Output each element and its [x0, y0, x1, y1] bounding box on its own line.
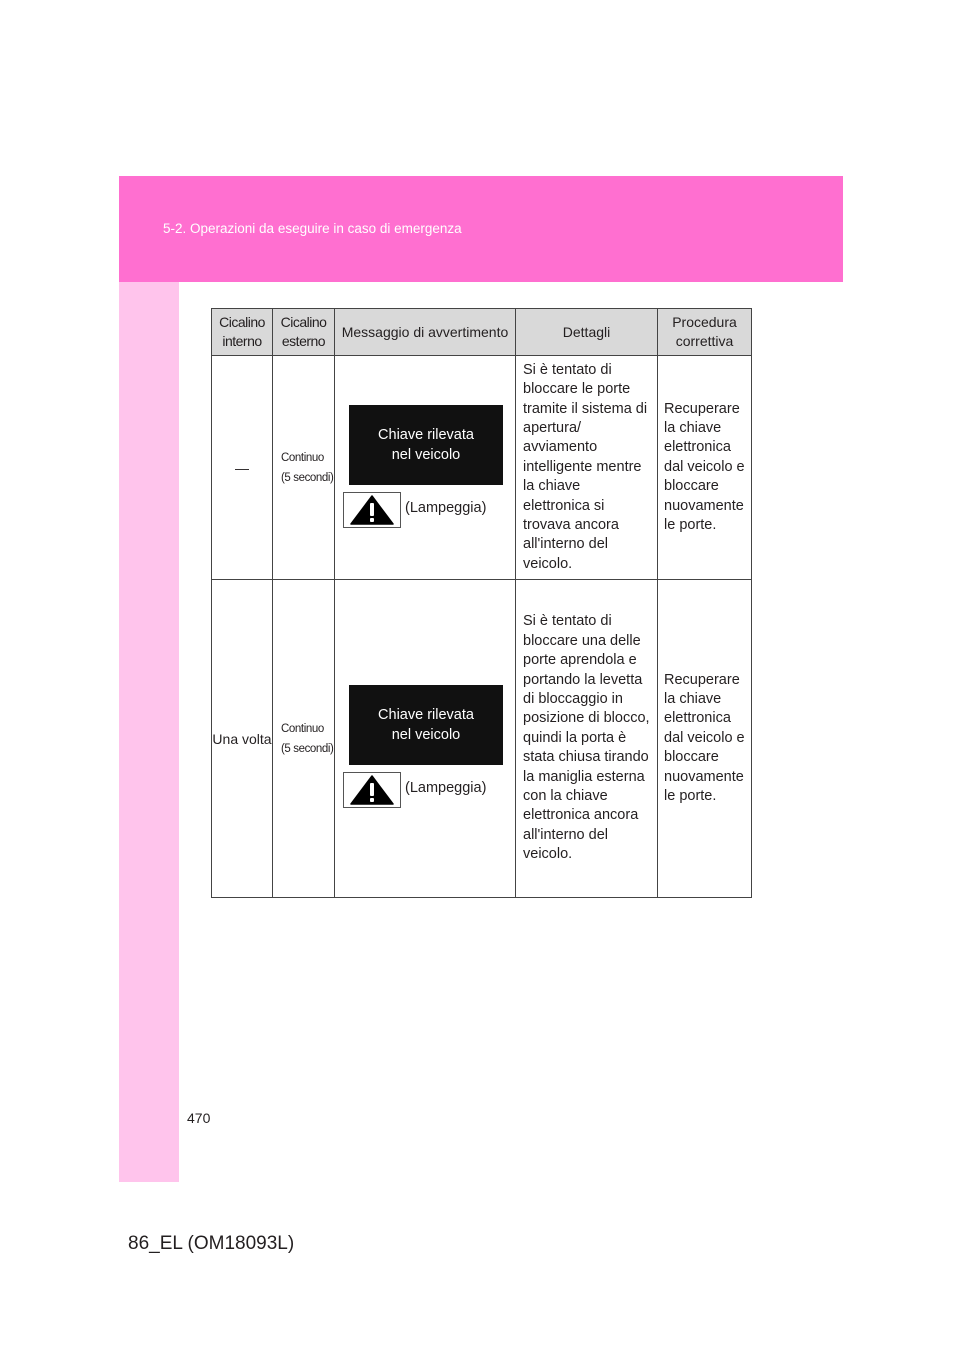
- multi-display-screen: [349, 685, 503, 765]
- warning-light-box: [343, 772, 401, 808]
- warning-triangle-icon: [349, 775, 395, 805]
- procedure-cell: Recuperare la chiave elettronica dal veicolo e bloccare nuovamente le porte.: [658, 356, 752, 580]
- table-header-row: [212, 309, 752, 356]
- external-buzzer-duration: (5 secondi): [281, 471, 334, 484]
- details-cell: Si è tentato di bloccare le porte tramite il sistema di apertura/ avviamento intelligente mentre la chiave elettronica si trovava ancora all'interno del veicolo.: [516, 356, 658, 580]
- header-internal-buzzer: Cicalino interno: [212, 309, 273, 356]
- header-external-buzzer: Cicalino esterno: [273, 309, 335, 356]
- page-number: 470: [187, 1110, 211, 1126]
- header-procedure: Procedura correttiva: [658, 309, 752, 356]
- warning-table: [211, 308, 752, 898]
- external-buzzer-mode: Continuo: [281, 722, 324, 735]
- warning-message-cell: [335, 580, 516, 898]
- display-line-1: Chiave rilevata: [378, 427, 474, 443]
- header-warning-message: Messaggio di avvertimento: [335, 309, 516, 356]
- multi-display-screen: [349, 405, 503, 485]
- internal-buzzer-cell: —: [212, 356, 273, 580]
- side-band: [119, 282, 179, 1182]
- external-buzzer-duration: (5 secondi): [281, 742, 334, 755]
- details-cell: Si è tentato di bloccare una delle porte aprendola e portando la levetta di bloccaggio in posizione di blocco, quindi la porta è stata chiusa tirando la maniglia esterna con la chiave elettronica ancora all'interno del veicolo.: [516, 580, 658, 898]
- external-buzzer-cell: [273, 580, 335, 898]
- internal-buzzer-cell: Una volta: [212, 580, 273, 898]
- display-line-1: Chiave rilevata: [378, 707, 474, 723]
- table-row: [212, 580, 752, 898]
- header-details: Dettagli: [516, 309, 658, 356]
- table-row: [212, 356, 752, 580]
- external-buzzer-cell: [273, 356, 335, 580]
- document-code: 86_EL (OM18093L): [128, 1233, 295, 1254]
- warning-message-cell: [335, 356, 516, 580]
- external-buzzer-mode: Continuo: [281, 451, 324, 464]
- warning-triangle-icon: [349, 495, 395, 525]
- procedure-cell: Recuperare la chiave elettronica dal veicolo e bloccare nuovamente le porte.: [658, 580, 752, 898]
- display-line-2: nel veicolo: [391, 447, 461, 463]
- warning-light-box: [343, 492, 401, 528]
- section-title: 5-2. Operazioni da eseguire in caso di emergenza: [163, 221, 462, 236]
- flash-label: (Lampeggia): [405, 780, 487, 796]
- display-line-2: nel veicolo: [391, 727, 461, 743]
- flash-label: (Lampeggia): [405, 500, 487, 516]
